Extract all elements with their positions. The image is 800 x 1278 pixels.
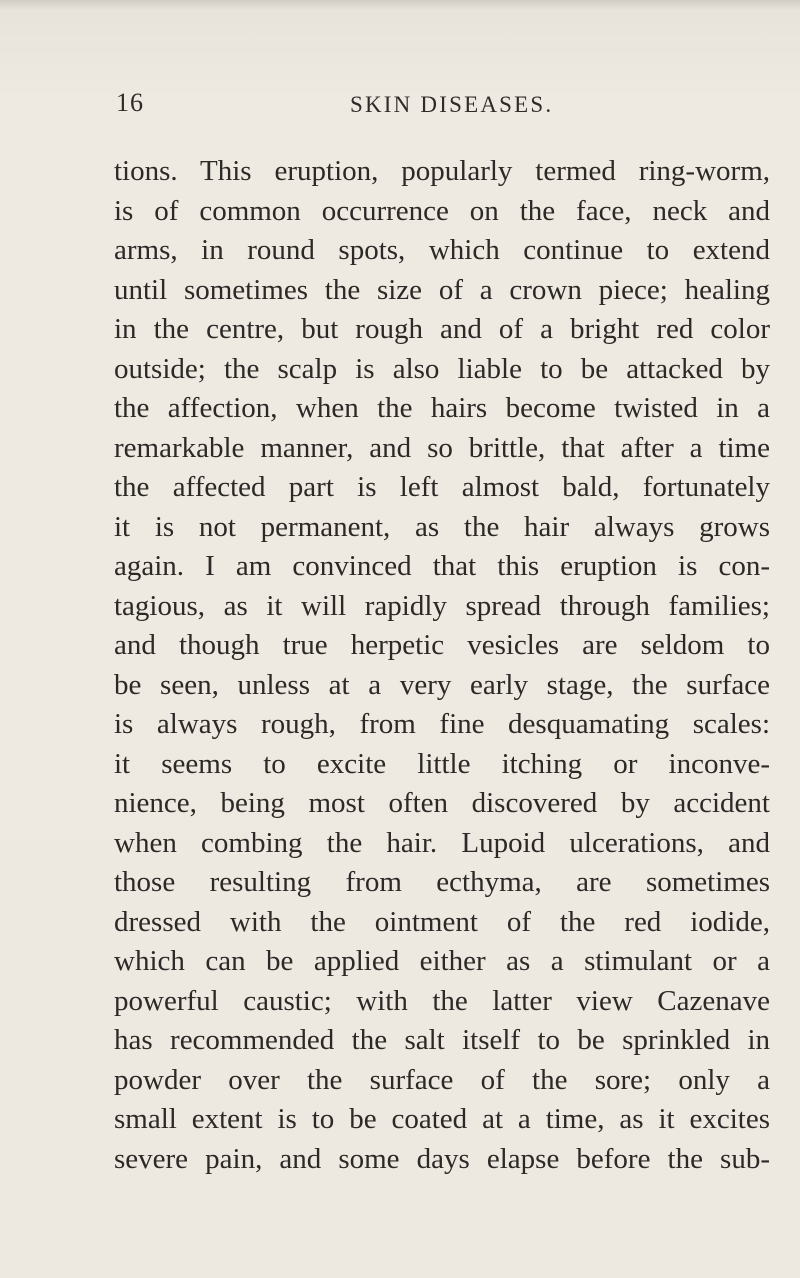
text-line: it seems to excite little itching or inconve- [114,747,770,780]
text-line: when combing the hair. Lupoid ulcerations, and [114,826,770,859]
text-line: the affection, when the hairs become twisted in a [114,392,770,424]
text-line: and though true herpetic vesicles are seldom to [114,629,770,661]
text-line: arms, in round spots, which continue to extend [114,234,770,266]
text-line: those resulting from ecthyma, are sometimes [114,866,770,898]
text-line: severe pain, and some days elapse before the sub- [114,1142,770,1175]
text-line: which can be applied either as a stimulant or a [114,945,770,977]
page-number: 16 [116,88,144,117]
text-line: the affected part is left almost bald, fortunately [114,471,770,503]
text-line: is always rough, from fine desquamating scales: [114,708,770,740]
text-line: small extent is to be coated at a time, as it excites [114,1103,770,1135]
text-line: tagious, as it will rapidly spread through families; [114,589,770,622]
text-line: nience, being most often discovered by accident [114,787,770,819]
text-line: it is not permanent, as the hair always grows [114,510,770,543]
text-line: in the centre, but rough and of a bright red color [114,313,770,345]
text-line: again. I am convinced that this eruption is con- [114,550,770,582]
page-edge-shadow [0,0,800,10]
text-line: powerful caustic; with the latter view Cazenave [114,984,770,1017]
text-line: until sometimes the size of a crown piece; healing [114,273,770,306]
text-line: is of common occurrence on the face, neck and [114,194,770,227]
text-line: be seen, unless at a very early stage, the surface [114,668,770,701]
text-line: dressed with the ointment of the red iodide, [114,905,770,938]
page-header [0,88,800,128]
text-line: powder over the surface of the sore; only a [114,1063,770,1096]
running-head: SKIN DISEASES. [350,92,554,117]
text-line: tions. This eruption, popularly termed ring-worm, [114,155,770,187]
text-line: outside; the scalp is also liable to be attacked by [114,352,770,385]
text-line: has recommended the salt itself to be sprinkled in [114,1024,770,1056]
text-line: remarkable manner, and so brittle, that after a time [114,431,770,464]
body-text [114,152,770,1179]
